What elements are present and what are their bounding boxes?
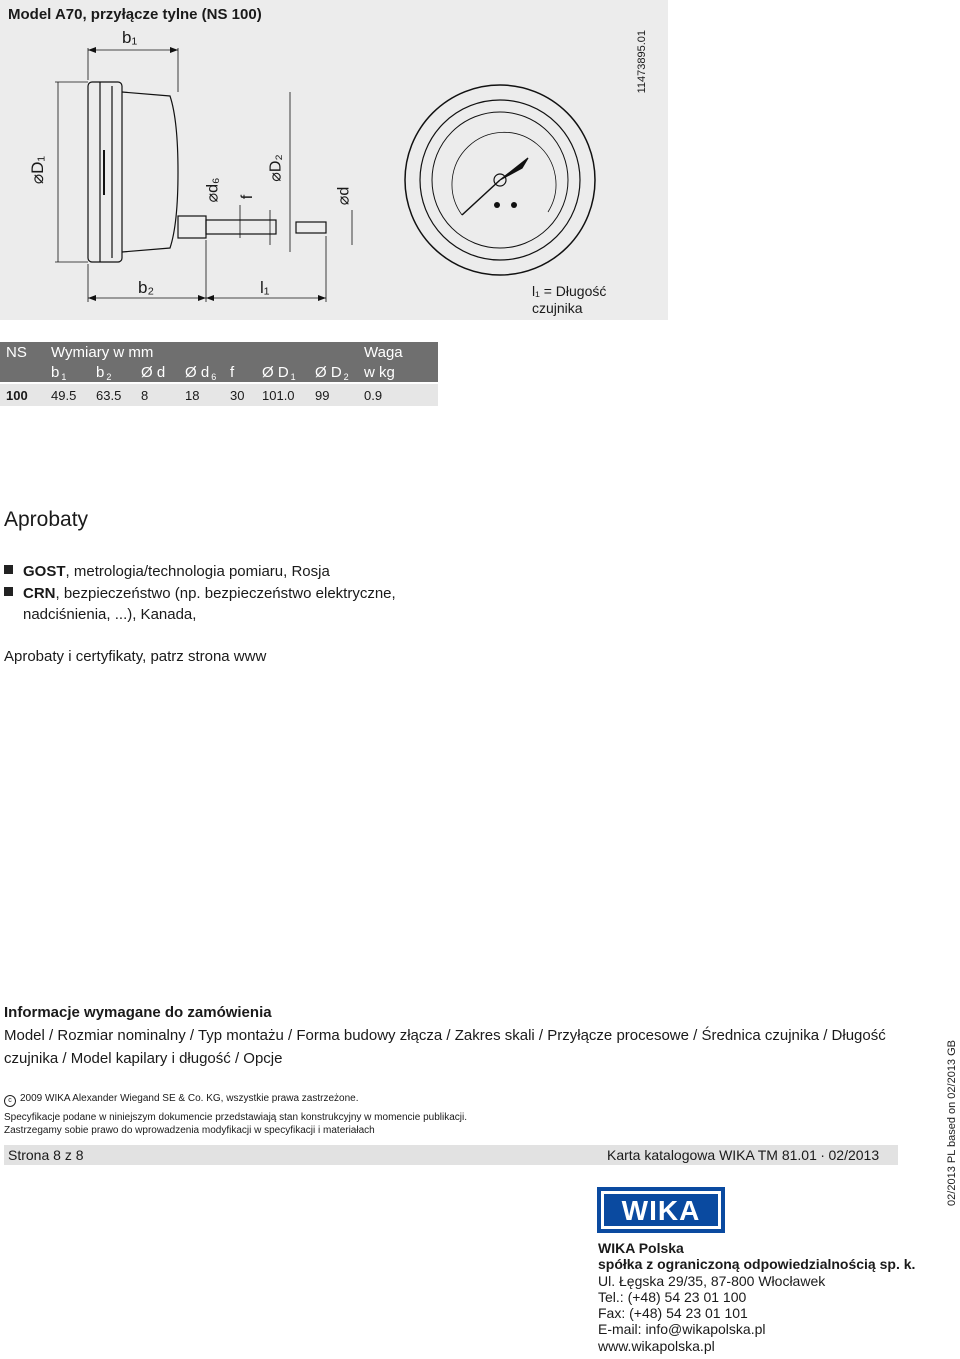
legal-notice (4, 1092, 624, 1137)
header-D1: Ø D $_1$ (262, 364, 296, 382)
legend-l1: l₁ = Długość czujnika (532, 283, 607, 316)
company-website[interactable]: www.wikapolska.pl (598, 1337, 715, 1354)
approvals-note: Aprobaty i certyfikaty, patrz strona www (4, 648, 267, 665)
label-d: ⌀d (335, 186, 353, 206)
technical-drawing (0, 0, 668, 320)
header-d6: Ø d $_6$ (185, 364, 217, 382)
label-D2: ⌀D₂ (267, 154, 285, 182)
label-d6: ⌀d₆ (204, 177, 222, 203)
legal-line-3: Zastrzegamy sobie prawo do wprowadzenia modyfikacji w specyfikacji i materiałach (4, 1125, 375, 1136)
cell-D2: 99 (315, 388, 330, 403)
company-legal-name: spółka z ograniczoną odpowiedzialnością sp. k. (598, 1256, 916, 1273)
table-header-row-2 (0, 364, 438, 382)
header-weight-unit: w kg (364, 364, 395, 381)
company-address: Ul. Łęgska 29/35, 87-800 Włocławek (598, 1272, 826, 1289)
cell-d6: 18 (185, 388, 200, 403)
probe-tip (296, 222, 326, 233)
stem (206, 220, 276, 234)
table-header-row-1 (0, 342, 438, 364)
drawing-number: 11473895.01 (636, 30, 648, 94)
dimensions-table (0, 342, 438, 406)
header-dimensions: Wymiary w mm (51, 344, 154, 361)
footer-bar (4, 1145, 898, 1165)
company-contact (598, 1240, 915, 1354)
cell-D1: 101.0 (262, 388, 295, 403)
company-fax: Fax: (+48) 54 23 01 101 (598, 1305, 748, 1322)
case-back (122, 92, 178, 252)
catalog-reference: Karta katalogowa WIKA TM 81.01 ∙ 02/2013 (607, 1147, 880, 1163)
cell-ns: 100 (6, 388, 28, 403)
label-b2: b₂ (138, 278, 155, 297)
header-d: Ø d (141, 364, 166, 381)
figure-title: Model A70, przyłącze tylne (NS 100) (8, 6, 262, 23)
header-b2: b $_2$ (96, 364, 112, 382)
cell-b1: 49.5 (51, 388, 77, 403)
square-bullet-icon (4, 587, 13, 596)
company-tel: Tel.: (+48) 54 23 01 100 (598, 1288, 747, 1305)
table-row (0, 384, 438, 406)
copyright-line: c 2009 WIKA Alexander Wiegand SE & Co. KG, wszystkie prawa zastrzeżone. (4, 1092, 624, 1107)
page-number: Strona 8 z 8 (8, 1147, 84, 1163)
header-ns: NS (6, 344, 27, 361)
cell-f: 30 (230, 388, 245, 403)
technical-drawing-panel (0, 0, 668, 320)
company-email[interactable]: E-mail: info@wikapolska.pl (598, 1321, 766, 1338)
label-f: f (239, 194, 257, 200)
wika-logo (597, 1187, 725, 1233)
cell-d: 8 (141, 388, 149, 403)
approvals-heading: Aprobaty (4, 508, 89, 531)
square-bullet-icon (4, 565, 13, 574)
company-name: WIKA Polska (598, 1240, 684, 1256)
header-f: f (230, 364, 235, 381)
svg-text:WIKA: WIKA (621, 1195, 701, 1226)
order-info-heading: Informacje wymagane do zamówienia (4, 1004, 272, 1021)
label-l1: l₁ (260, 278, 270, 297)
label-b1: b₁ (122, 28, 138, 47)
copyright-icon: c (4, 1095, 16, 1107)
header-D2: Ø D $_2$ (315, 364, 349, 382)
header-weight: Waga (364, 344, 403, 361)
header-b1: b $_1$ (51, 364, 67, 382)
list-item: CRN, bezpieczeństwo (np. bezpieczeństwo elektryczne, nadciśnienia, ...), Kanada, (4, 583, 396, 625)
cell-b2: 63.5 (96, 388, 122, 403)
list-item: GOST, metrologia/technologia pomiaru, Rosja (4, 561, 330, 582)
legal-line-2: Specyfikacje podane w niniejszym dokumencie przedstawiają stan konstrukcyjny w momencie publikacji. (4, 1112, 467, 1123)
order-info-text: Model / Rozmiar nominalny / Typ montażu / Forma budowy złącza / Zakres skali / Przyłącze procesowe / Średnica czujnika / Długość czujnika / Model kapilary i długość / Opcje (4, 1027, 886, 1067)
label-D1: ⌀D₁ (28, 155, 48, 185)
side-code: 02/2013 PL based on 02/2013 GB (946, 1040, 958, 1206)
cell-weight: 0.9 (364, 388, 383, 403)
process-connection (178, 216, 206, 238)
